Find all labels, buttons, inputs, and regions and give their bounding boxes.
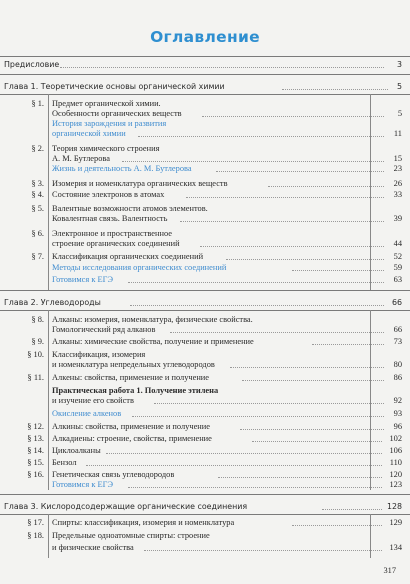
toc-entry[interactable]: Гомологический ряд алканов 66 — [52, 325, 402, 334]
toc-entry[interactable]: § 10. Классификация, изомерия — [27, 350, 146, 359]
toc-entry-supplement[interactable]: Методы исследования органических соединений 59 — [52, 263, 402, 272]
toc-entry[interactable]: § 1. Предмет органической химии. — [31, 99, 161, 108]
toc-entry[interactable]: § 2. Теория химического строения — [31, 144, 160, 153]
toc-entry-supplement[interactable]: Окисление алкенов 93 — [52, 409, 402, 418]
toc-entry[interactable]: § 12. Алкины: свойства, применение и получение 96 — [27, 422, 402, 431]
toc-entry-preface[interactable]: Предисловие 3 — [4, 60, 402, 69]
toc-entry[interactable]: § 4. Состояние электронов в атомах 33 — [31, 190, 402, 199]
page-number: 317 — [383, 566, 396, 575]
divider — [0, 56, 410, 57]
leader-dots — [240, 422, 384, 430]
toc-entry[interactable]: § 6. Электронное и пространственное — [31, 229, 172, 238]
leader-dots — [216, 164, 384, 172]
toc-entry[interactable]: § 5. Валентные возможности атомов элементов. — [31, 204, 208, 213]
leader-dots — [144, 543, 382, 551]
toc-entry[interactable]: § 16. Генетическая связь углеводородов 120 — [27, 470, 402, 479]
toc-entry[interactable]: § 15. Бензол 110 — [27, 458, 402, 467]
leader-dots — [180, 214, 384, 222]
toc-entry[interactable]: и номенклатура непредельных углеводородов 80 — [52, 360, 402, 369]
toc-entry[interactable]: А. М. Бутлерова 15 — [52, 154, 402, 163]
leader-dots — [218, 470, 382, 478]
leader-dots — [86, 458, 382, 466]
toc-entry[interactable]: § 7. Классификация органических соединений 52 — [31, 252, 402, 261]
leader-dots — [268, 179, 384, 187]
leader-dots — [128, 275, 384, 283]
leader-dots — [226, 252, 384, 260]
leader-dots — [322, 502, 382, 510]
toc-entry[interactable]: § 13. Алкадиены: строение, свойства, применение 102 — [27, 434, 402, 443]
leader-dots — [60, 60, 384, 68]
toc-entry-practical[interactable]: Практическая работа 1. Получение этилена — [52, 386, 219, 395]
leader-dots — [292, 263, 384, 271]
divider — [0, 290, 410, 291]
leader-dots — [242, 373, 384, 381]
leader-dots — [132, 409, 384, 417]
toc-entry[interactable]: § 18. Предельные одноатомные спирты: строение — [27, 531, 210, 540]
divider — [0, 494, 410, 495]
leader-dots — [202, 109, 384, 117]
leader-dots — [138, 129, 384, 137]
toc-entry[interactable]: § 11. Алкены: свойства, применение и получение 86 — [27, 373, 402, 382]
toc-entry-supplement[interactable]: органической химии 11 — [52, 129, 402, 138]
toc-entry-supplement[interactable]: Готовимся к ЕГЭ 123 — [52, 480, 402, 489]
toc-chapter-3[interactable]: Глава 3. Кислородсодержащие органические соединения 128 — [4, 502, 402, 511]
leader-dots — [154, 396, 384, 404]
leader-dots — [282, 82, 388, 90]
page-title: Оглавление — [150, 28, 260, 46]
leader-dots — [186, 190, 384, 198]
leader-dots — [200, 239, 384, 247]
toc-entry[interactable]: и физические свойства 134 — [52, 543, 402, 552]
toc-entry[interactable]: § 3. Изомерия и номенклатура органических веществ 26 — [31, 179, 402, 188]
leader-dots — [128, 480, 382, 488]
toc-entry[interactable]: § 17. Спирты: классификация, изомерия и номенклатура 129 — [27, 518, 402, 527]
toc-entry-practical[interactable]: и изучение его свойств 92 — [52, 396, 402, 405]
leader-dots — [130, 298, 384, 306]
leader-dots — [170, 325, 384, 333]
leader-dots — [122, 154, 384, 162]
leader-dots — [252, 434, 382, 442]
leader-dots — [292, 518, 382, 526]
toc-entry[interactable]: Ковалентная связь. Валентность 39 — [52, 214, 402, 223]
toc-chapter-2[interactable]: Глава 2. Углеводороды 66 — [4, 298, 402, 307]
leader-dots — [312, 337, 384, 345]
toc-entry-supplement[interactable]: Готовимся к ЕГЭ 63 — [52, 275, 402, 284]
divider — [0, 74, 410, 75]
toc-entry[interactable]: строение органических соединений 44 — [52, 239, 402, 248]
toc-entry[interactable]: § 14. Циклоалканы 106 — [27, 446, 402, 455]
leader-dots — [230, 360, 384, 368]
toc-entry[interactable]: § 9. Алканы: химические свойства, получение и применение 73 — [31, 337, 402, 346]
toc-entry-supplement[interactable]: Жизнь и деятельность А. М. Бутлерова 23 — [52, 164, 402, 173]
toc-chapter-1[interactable]: Глава 1. Теоретические основы органической химии 5 — [4, 82, 402, 91]
toc-entry-supplement[interactable]: История зарождения и развития — [52, 119, 167, 128]
toc-entry[interactable]: Особенности органических веществ 5 — [52, 109, 402, 118]
leader-dots — [106, 446, 382, 454]
toc-entry[interactable]: § 8. Алканы: изомерия, номенклатура, физические свойства. — [31, 315, 253, 324]
